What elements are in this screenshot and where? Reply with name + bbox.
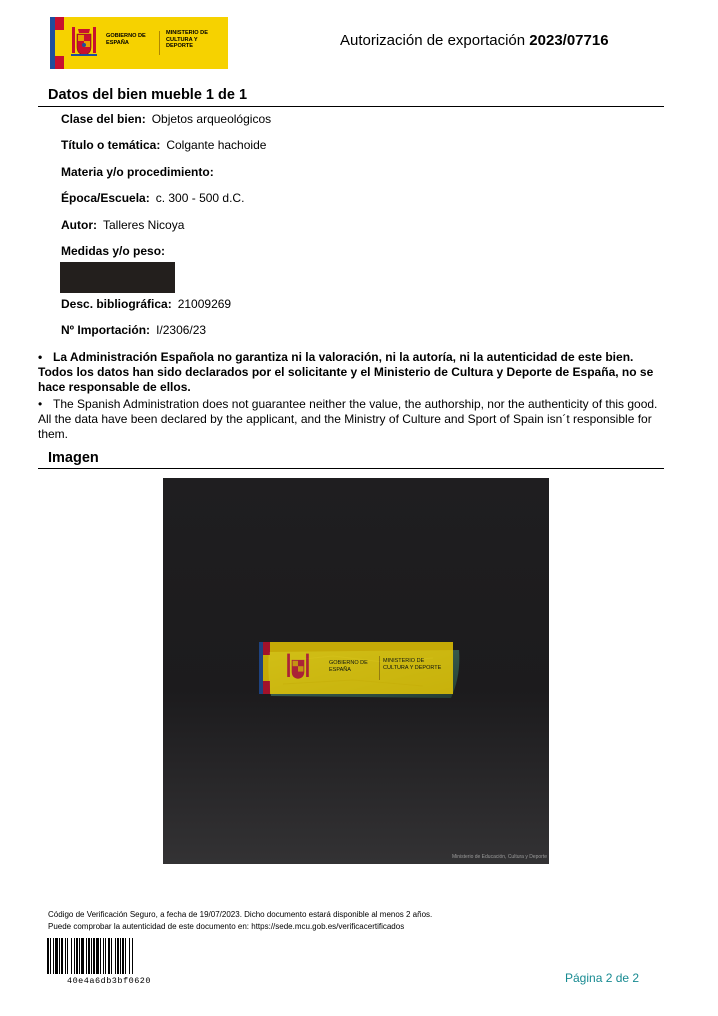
notice-english-text: The Spanish Administration does not guarantee neither the value, the authorship, nor the authenticity of this good. All the data have been declared by the applicant, and the Ministry of Culture and Sport of Spain isn´t responsible for them. [38, 397, 658, 441]
barcode-bar [79, 938, 80, 974]
barcode-bar [47, 938, 49, 974]
field-value: Talleres Nicoya [103, 218, 185, 232]
barcode-bar [120, 938, 121, 974]
verification-line-1: Código de Verificación Seguro, a fecha de 19/07/2023. Dicho documento estará disponible al menos 2 años. [48, 910, 433, 919]
logo-ministerio-text: MINISTERIO DE CULTURA Y DEPORTE [166, 30, 208, 49]
barcode-bar [91, 938, 92, 974]
barcode-bar [88, 938, 90, 974]
field-label: Época/Escuela: [61, 191, 150, 205]
section-title-datos: Datos del bien mueble 1 de 1 [48, 87, 248, 103]
section-title-imagen: Imagen [48, 450, 99, 466]
logo-gobierno-text: GOBIERNO DE ESPAÑA [106, 33, 146, 46]
barcode-text: 40e4a6db3bf0620 [66, 976, 151, 986]
coat-of-arms-icon [283, 650, 313, 686]
watermark-gobierno-text: GOBIERNO DE ESPAÑA [329, 660, 368, 673]
barcode-bar [117, 938, 119, 974]
notice-spanish [38, 350, 663, 395]
field-autor [61, 218, 184, 232]
field-value: Colgante hachoide [166, 138, 267, 152]
barcode-bar [105, 938, 106, 974]
barcode-bar [108, 938, 110, 974]
barcode-bar [67, 938, 68, 974]
barcode-bar [71, 938, 72, 974]
bullet: • [38, 397, 43, 411]
barcode-bar [125, 938, 126, 974]
field-value: 21009269 [177, 297, 232, 311]
barcode-bar [65, 938, 66, 974]
field-materia [61, 165, 220, 179]
field-epoca [61, 191, 244, 205]
field-label: Clase del bien: [61, 112, 146, 126]
barcode [47, 938, 171, 974]
bullet: • [38, 350, 43, 364]
field-value: I/2306/23 [156, 323, 207, 337]
barcode-bar [129, 938, 130, 974]
barcode-bar [86, 938, 87, 974]
barcode-bar [100, 938, 101, 974]
barcode-bar [55, 938, 58, 974]
barcode-bar [111, 938, 112, 974]
flag-stripe [50, 17, 64, 69]
image-credit: Ministerio de Educación, Cultura y Deporte [451, 854, 547, 860]
barcode-bar [74, 938, 75, 974]
barcode-bar [122, 938, 124, 974]
field-value: Objetos arqueológicos [151, 112, 272, 126]
field-label: Desc. bibliográfica: [61, 297, 172, 311]
document-title [340, 32, 609, 49]
barcode-bar [96, 938, 99, 974]
field-label: Autor: [61, 218, 97, 232]
barcode-bar [93, 938, 95, 974]
field-label: Materia y/o procedimiento: [61, 165, 214, 179]
verification-line-2: Puede comprobar la autenticidad de este documento en: https://sede.mcu.gob.es/verificacertificados [48, 922, 405, 931]
watermark-ministerio-text: MINISTERIO DE CULTURA Y DEPORTE [383, 658, 442, 671]
field-importacion [61, 323, 206, 337]
ministry-logo [50, 17, 228, 69]
artifact-photo [163, 478, 549, 864]
barcode-bar [81, 938, 84, 974]
barcode-bar [76, 938, 78, 974]
field-label: Título o temática: [61, 138, 161, 152]
barcode-bar [103, 938, 104, 974]
barcode-bar [50, 938, 51, 974]
field-value: c. 300 - 500 d.C. [155, 191, 245, 205]
page-number: Página 2 de 2 [565, 971, 640, 985]
watermark-logo [259, 642, 453, 694]
field-titulo [61, 138, 266, 152]
field-medidas [61, 244, 171, 258]
notice-spanish-text: La Administración Española no garantiza ni la valoración, ni la autoría, ni la autenticidad de este bien. Todos los datos han sido declarados por el solicitante y el Ministerio de Cultura y Deporte de España, no se hace responsable de ellos. [38, 350, 654, 394]
notice-english [38, 397, 663, 442]
barcode-bar [61, 938, 63, 974]
verification-footer [48, 909, 432, 933]
barcode-bar [115, 938, 116, 974]
field-label: Nº Importación: [61, 323, 151, 337]
coat-of-arms-icon [64, 17, 104, 69]
barcode-bar [132, 938, 133, 974]
redacted-block [60, 262, 175, 293]
section-divider [38, 106, 664, 107]
barcode-bar [59, 938, 60, 974]
field-desc-bibliografica [61, 297, 231, 311]
field-label: Medidas y/o peso: [61, 244, 166, 258]
authorization-number: 2023/07716 [529, 32, 609, 49]
barcode-bar [53, 938, 54, 974]
section-divider [38, 468, 664, 469]
document-title-prefix: Autorización de exportación [340, 32, 526, 49]
field-clase [61, 112, 271, 126]
